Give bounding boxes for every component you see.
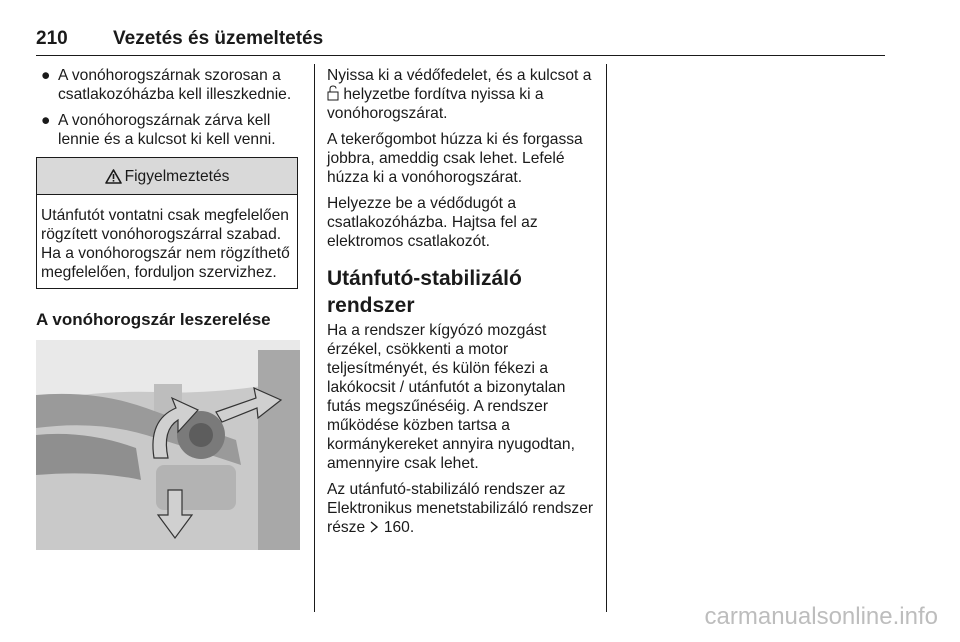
- warning-body: Utánfutót vontatni csak megfelelően rögzített vonóhorogszárral szabad. Ha a vonóhorogszár nem rögzíthető megfelelően, forduljon szervizhez.: [41, 207, 290, 281]
- left-column: [36, 66, 298, 550]
- page-header: [36, 27, 885, 56]
- page-reference[interactable]: 160.: [383, 519, 415, 536]
- page-reference-arrow-icon: [369, 521, 379, 533]
- bullet-text: A vonóhorogszárnak zárva kell lennie és a kulcsot ki kell venni.: [58, 112, 276, 148]
- watermark: carmanualsonline.info: [704, 603, 938, 630]
- section-heading-removal: A vonóhorogszár leszerelése: [36, 310, 271, 329]
- page-number: 210: [36, 28, 68, 49]
- warning-box: [36, 157, 298, 289]
- warning-header: [37, 158, 297, 195]
- warning-title: Figyelmeztetés: [124, 167, 230, 185]
- list-item: [36, 66, 298, 104]
- paragraph: Az utánfutó-stabilizáló rendszer az Elektronikus menetstabilizáló rendszer része 160.: [327, 481, 594, 536]
- list-item: [36, 111, 298, 149]
- paragraph: Nyissa ki a védőfedelet, és a kulcsot a helyzetbe fordítva nyissa ki a vonóhorogszárat.: [327, 67, 592, 122]
- warning-triangle-icon: [105, 169, 122, 184]
- paragraph: Helyezze be a védődugót a csatlakozóházba. Hajtsa fel az elektromos csatlakozót.: [327, 195, 538, 250]
- bullet-icon: ●: [41, 112, 51, 129]
- chapter-title: Vezetés és üzemeltetés: [113, 28, 324, 49]
- unlock-icon: [327, 85, 339, 101]
- bullet-icon: ●: [41, 67, 51, 84]
- right-column: [327, 66, 595, 544]
- column-divider: [314, 64, 315, 612]
- bullet-text: A vonóhorogszárnak szorosan a csatlakozóházba kell illeszkednie.: [58, 67, 292, 103]
- section-heading-stabilizer: Utánfutó-stabilizáló rendszer: [327, 267, 522, 317]
- paragraph: A tekerőgombot húzza ki és forgassa jobbra, ameddig csak lehet. Lefelé húzza ki a vonóhorogszárat.: [327, 131, 583, 186]
- column-divider: [606, 64, 607, 612]
- towbar-removal-illustration: [36, 340, 300, 550]
- paragraph: Ha a rendszer kígyózó mozgást érzékel, csökkenti a motor teljesítményét, és külön fékezi a lakókocsit / utánfutót a bizonytalan futás megszűnéséig. A rendszer működése közben tartsa a kormánykereket annyira nyugodtan, amennyire csak lehet.: [327, 322, 575, 472]
